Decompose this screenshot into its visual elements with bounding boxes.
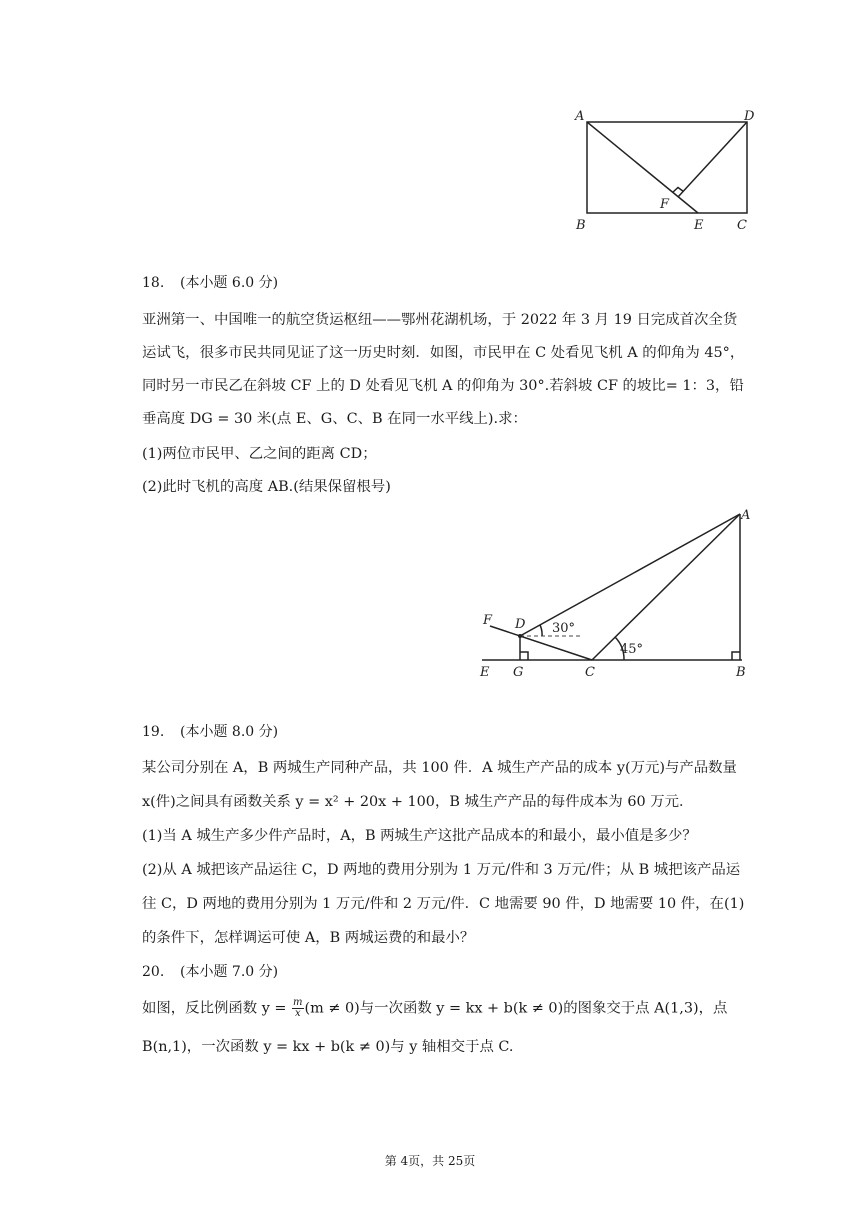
label-B: B (576, 218, 586, 233)
fraction-m-over-x (292, 998, 303, 1019)
label-E: E (694, 218, 704, 233)
fraction-denominator: x (294, 1008, 301, 1019)
q19-text-line1: 某公司分别在 A，B 两城生产同种产品，共 100 件．A 城生产产品的成本 y(万元)与产品数量 (142, 760, 737, 776)
label-F2: F (483, 613, 493, 628)
q18-number: 18. (142, 275, 165, 291)
q18-text-line4: 垂高度 DG = 30 米(点 E、G、C、B 在同一水平线上).求： (142, 411, 527, 427)
q20-text-line2: B(n,1)，一次函数 y = kx + b(k ≠ 0)与 y 轴相交于点 C. (142, 1039, 514, 1055)
q18-header (142, 273, 782, 293)
q20-text-line1 (142, 998, 782, 1019)
q19-text-line2: x(件)之间具有函数关系 y = x² + 20x + 100，B 城生产产品的每件成本为 60 万元． (142, 794, 694, 810)
label-G2: G (513, 665, 524, 680)
label-D: D (744, 109, 755, 124)
q19-subquestion-2-line3: 的条件下，怎样调运可使 A，B 两城运费的和最小？ (142, 930, 475, 946)
q18-subquestion-1: (1)两位市民甲、乙之间的距离 CD； (142, 446, 377, 462)
q18-text-line2: 运试飞，很多市民共同见证了这一历史时刻．如图，市民甲在 C 处看见飞机 A 的仰角为 45°， (142, 345, 745, 361)
angle-45-label: 45° (620, 642, 644, 657)
fraction-numerator: m (293, 997, 303, 1008)
q18-text-line3: 同时另一市民乙在斜坡 CF 上的 D 处看见飞机 A 的仰角为 30°.若斜坡 CF 的坡比= 1：3，铅 (142, 378, 744, 394)
q18-subquestion-2: (2)此时飞机的高度 AB.(结果保留根号) (142, 479, 391, 495)
label-C2: C (585, 665, 595, 680)
q19-subquestion-1: (1)当 A 城生产多少件产品时，A，B 两城生产这批产品成本的和最小，最小值是多少？ (142, 828, 697, 844)
page-footer: 第 4页，共 25页 (384, 1154, 476, 1168)
q20-text-line1-end: (m ≠ 0)与一次函数 y = kx + b(k ≠ 0)的图象交于点 A(1,3)，点 (304, 1000, 728, 1017)
q19-subquestion-2-line1: (2)从 A 城把该产品运往 C，D 两地的费用分别为 1 万元/件和 3 万元/件；从 B 城把该产品运 (142, 862, 741, 878)
q20-header (142, 962, 782, 982)
label-B2: B (736, 665, 746, 680)
figure-rectangle (568, 100, 768, 240)
label-A2: A (741, 508, 751, 523)
label-E2: E (480, 665, 490, 680)
q19-subquestion-2-line2: 往 C，D 两地的费用分别为 1 万元/件和 2 万元/件．C 地需要 90 件，D 地需要 10 件，在(1) (142, 896, 745, 912)
q20-text-line1-start: 如图，反比例函数 y = (142, 1000, 292, 1017)
q19-score: (本小题 8.0 分) (180, 724, 279, 740)
q18-score: (本小题 6.0 分) (180, 275, 279, 291)
label-A: A (575, 109, 585, 124)
label-C: C (737, 218, 747, 233)
angle-30-label: 30° (552, 621, 576, 636)
q20-score: (本小题 7.0 分) (180, 964, 279, 980)
q19-header (142, 722, 782, 742)
label-F: F (660, 197, 670, 212)
label-D2: D (515, 617, 526, 632)
q18-text-line1: 亚洲第一、中国唯一的航空货运枢纽——鄂州花湖机场，于 2022 年 3 月 19 日完成首次全货 (142, 312, 738, 328)
figure-slope-elevation (470, 500, 770, 685)
q19-number: 19. (142, 724, 165, 740)
q20-number: 20. (142, 964, 165, 980)
